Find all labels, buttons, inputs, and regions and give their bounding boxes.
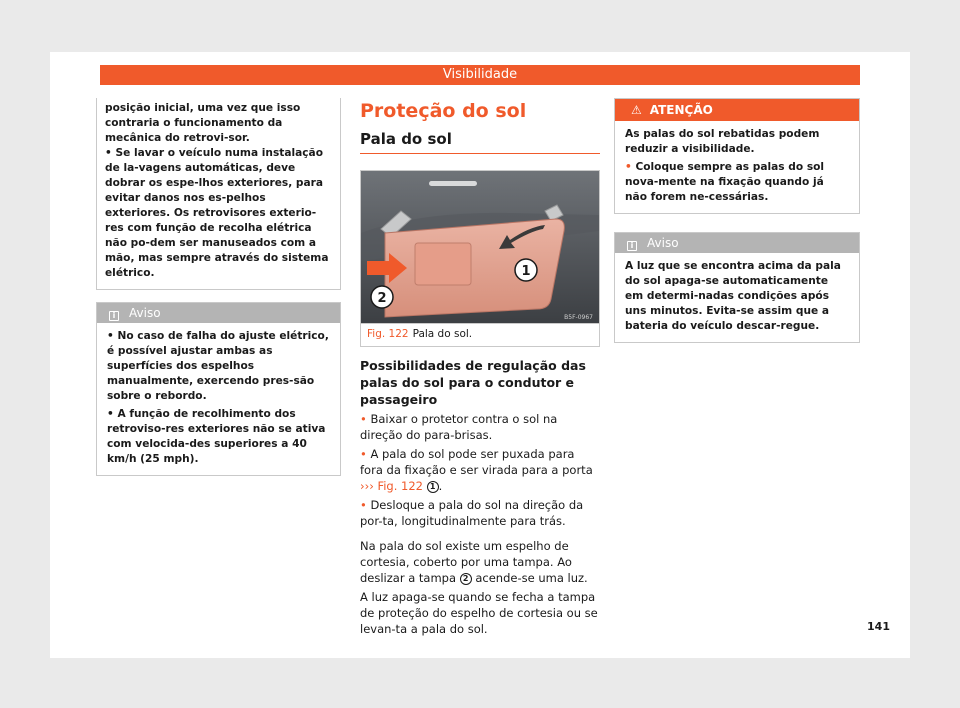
figure-label: Fig. 122 <box>367 328 409 340</box>
atencao-body <box>615 121 859 213</box>
aviso-label: Aviso <box>647 236 679 250</box>
aviso-bullet-2: • A função de recolhimento dos retroviso-res exteriores não se ativa com velocida-des superiores a 40 km/h (25 mph). <box>107 408 326 465</box>
aviso-label: Aviso <box>129 306 161 320</box>
atencao-box <box>614 98 860 214</box>
callout-number: 1 <box>427 481 439 493</box>
figure-reference-link[interactable]: ››› Fig. 122 <box>360 479 423 493</box>
left-column <box>96 98 341 476</box>
figure-callout-2: 2 <box>377 291 387 306</box>
note-bullet-item: • Se lavar o veículo numa instalação de la-vagens automáticas, deve dobrar os espe-lhos exteriores, para evitar danos nos es-pelhos exteriores. Os retrovisores exterio-res com função de recolha elétrica não po-dem ser manuseados com a mão, mas sempre através do sistema elétrico. <box>105 147 329 279</box>
body-paragraph-1: Na pala do sol existe um espelho de cortesia, coberto por uma tampa. Ao deslizar a tampa 2 acende-se uma luz. <box>360 539 588 585</box>
info-icon: i <box>627 241 637 251</box>
note-paragraph: posição inicial, uma vez que isso contraria o funcionamento da mecânica do retrovi-sor. <box>105 102 301 144</box>
aviso-body <box>97 323 340 475</box>
figure-caption: Fig. 122 Pala do sol. <box>361 323 599 346</box>
atencao-header <box>615 99 859 121</box>
aviso-paragraph: A luz que se encontra acima da pala do sol apaga-se automaticamente em determi-nadas condições após uns minutos. Evita-se assim que a bateria do veículo descar-regue. <box>625 260 841 332</box>
bullet-icon: • <box>105 147 112 159</box>
atencao-bullet: • Coloque sempre as palas do sol nova-mente na fixação quando já não forem ne-cessárias. <box>625 161 825 203</box>
figure-122 <box>360 170 600 347</box>
callout-number: 2 <box>460 573 472 585</box>
subsection-heading: Possibilidades de regulação das palas do sol para o condutor e passageiro <box>360 358 586 407</box>
warning-icon: ⚠ <box>631 103 642 117</box>
right-column <box>614 98 860 343</box>
page-number: 141 <box>867 620 890 633</box>
continued-note-box <box>96 98 341 290</box>
bullet-item-2: • A pala do sol pode ser puxada para fora da fixação e ser virada para a porta ››› Fig. 122 1 . <box>360 447 593 493</box>
section-subtitle: Pala do sol <box>360 130 600 154</box>
info-icon: i <box>109 311 119 321</box>
bullet-item-1: • Baixar o protetor contra o sol na direção do para-brisas. <box>360 412 558 442</box>
bullet-item-3: • Desloque a pala do sol na direção da por-ta, longitudinalmente para trás. <box>360 498 584 528</box>
middle-column <box>360 98 600 637</box>
atencao-paragraph: As palas do sol rebatidas podem reduzir a visibilidade. <box>625 128 820 155</box>
atencao-label: ATENÇÃO <box>649 103 713 117</box>
aviso-header <box>97 303 340 323</box>
figure-callout-1: 1 <box>521 264 531 279</box>
body-text <box>360 411 600 637</box>
section-title: Proteção do sol <box>360 100 527 122</box>
aviso-box <box>96 302 341 476</box>
aviso-bullet-1: • No caso de falha do ajuste elétrico, é possível ajustar ambas as superfícies dos espelhos manualmente, exercendo pres-são sobre o rebordo. <box>107 330 329 402</box>
sun-visor-illustration <box>361 171 599 323</box>
aviso-body <box>615 253 859 342</box>
aviso-box-right <box>614 232 860 343</box>
section-header: Visibilidade <box>100 65 860 85</box>
aviso-header <box>615 233 859 253</box>
figure-code: B5F-0967 <box>564 314 593 321</box>
body-paragraph-2: A luz apaga-se quando se fecha a tampa de proteção do espelho de cortesia ou se levan-ta a pala do sol. <box>360 590 598 636</box>
